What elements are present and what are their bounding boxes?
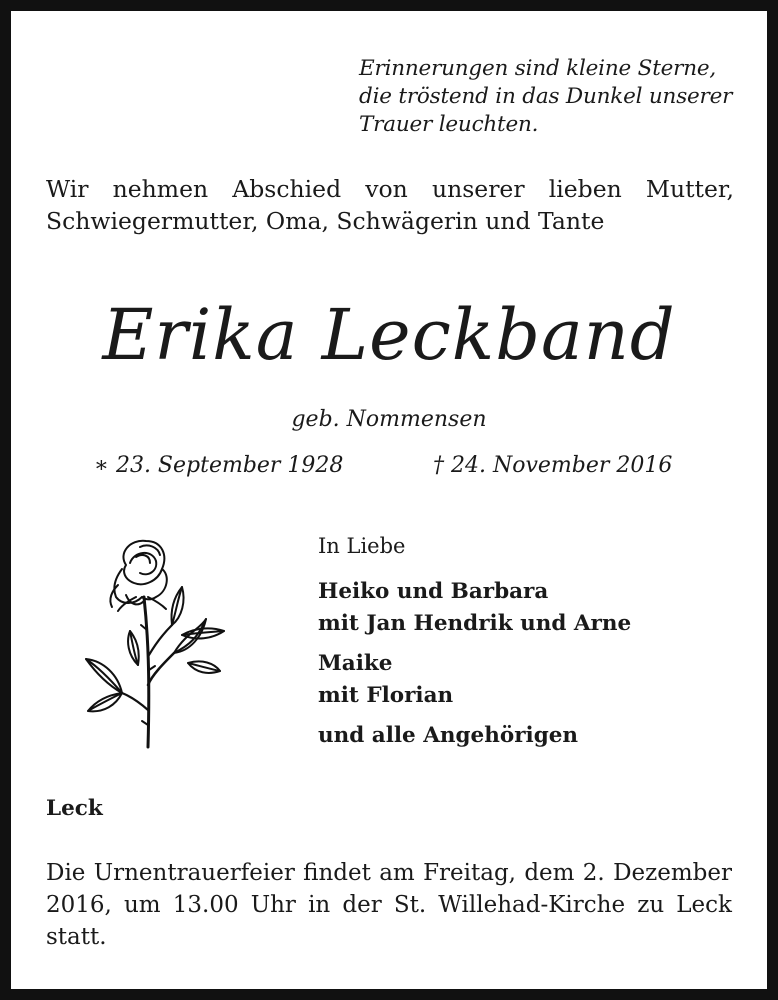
- intro-line: Schwiegermutter, Oma, Schwägerin und Tante: [46, 207, 605, 235]
- place-name: Leck: [46, 796, 103, 821]
- mourner-group: [318, 648, 738, 712]
- quote-line: Trauer leuchten.: [359, 112, 539, 137]
- memorial-quote: [359, 55, 759, 139]
- mourner-line: Maike: [318, 651, 393, 676]
- rose-icon: [78, 535, 238, 750]
- ceremony-notice: [46, 857, 732, 953]
- death-date: † 24. November 2016: [433, 453, 673, 478]
- mourner-line: mit Jan Hendrik und Arne: [318, 611, 632, 636]
- deceased-name: Erika Leckband: [102, 294, 676, 376]
- mourners-intro: In Liebe: [318, 534, 406, 558]
- ceremony-line: statt.: [46, 924, 107, 950]
- quote-line: die tröstend in das Dunkel unserer: [359, 84, 733, 109]
- intro-line: Wir nehmen Abschied von unserer lieben Mutter,: [46, 175, 734, 203]
- ceremony-line: Die Urnentrauerfeier findet am Freitag, dem 2. Dezember: [46, 860, 732, 886]
- ceremony-line: 2016, um 13.00 Uhr in der St. Willehad-Kirche zu Leck: [46, 892, 732, 918]
- mourners-block: [318, 532, 738, 760]
- mourner-line: Heiko und Barbara: [318, 579, 549, 604]
- maiden-name: geb. Nommensen: [291, 407, 487, 432]
- mourner-line: und alle Angehörigen: [318, 723, 579, 748]
- farewell-intro: [46, 173, 734, 237]
- mourner-line: mit Florian: [318, 683, 454, 708]
- mourner-group: [318, 720, 738, 752]
- birth-date: ∗ 23. September 1928: [94, 453, 344, 478]
- quote-line: Erinnerungen sind kleine Sterne,: [359, 56, 717, 81]
- mourner-group: [318, 576, 738, 640]
